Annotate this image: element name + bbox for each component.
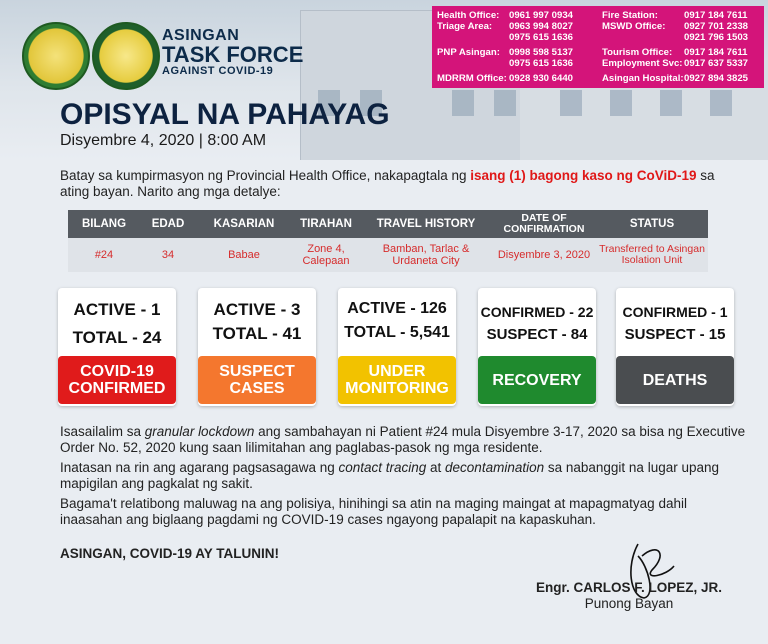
hotline-row xyxy=(437,58,595,69)
hotline-row xyxy=(602,32,768,43)
paragraph-text: Isasailalim sa xyxy=(60,424,145,439)
hotline-row xyxy=(602,21,768,32)
stat-line1: ACTIVE - 1 xyxy=(73,300,161,319)
stat-card-monitoring xyxy=(338,288,456,406)
emphasis-text: contact tracing xyxy=(338,460,427,475)
table-cell: Zone 4, Calepaan xyxy=(302,243,350,267)
stat-label: RECOVERY xyxy=(478,356,596,404)
stat-card-recovery xyxy=(478,288,596,406)
hotline-number: 0963 994 8027 xyxy=(509,21,574,32)
stat-line2: SUSPECT - 84 xyxy=(486,326,588,343)
hotline-panel xyxy=(432,6,764,88)
signatory-name: Engr. CARLOS F. LOPEZ, JR. xyxy=(535,580,723,595)
emphasis-text: granular lockdown xyxy=(144,424,255,439)
stat-line2: TOTAL - 5,541 xyxy=(344,324,450,341)
table-cell: Babae xyxy=(228,249,260,261)
hotline-number: 0921 796 1503 xyxy=(684,32,749,43)
hotline-row xyxy=(437,21,595,32)
paragraph-text: Bagama't relatibong maluwag na ang polisiya, hinihingi sa atin na maging maingat at mapagmatyag dahil inaasahan ang biglaang pagdami ng COVID-19 cases ngayong papalapit na kapaskuhan. xyxy=(60,496,687,527)
table-cell: Disyembre 3, 2020 xyxy=(497,249,591,261)
paragraph-text: at xyxy=(426,460,446,475)
column-header: TIRAHAN xyxy=(300,218,352,230)
stat-label: DEATHS xyxy=(616,356,734,404)
contact-tracing-paragraph xyxy=(60,460,750,492)
hotline-number: 0917 637 5337 xyxy=(684,58,749,69)
stat-line2: SUSPECT - 15 xyxy=(624,326,726,343)
signatory-title: Punong Bayan xyxy=(584,596,674,611)
hotline-column-left xyxy=(437,10,595,84)
hotline-number: 0975 615 1636 xyxy=(509,32,574,43)
column-header: DATE OF CONFIRMATION xyxy=(503,212,585,235)
hotline-label: Triage Area: xyxy=(437,21,493,32)
task-force-brand xyxy=(162,28,303,77)
column-header: BILANG xyxy=(81,218,127,230)
stat-line1: CONFIRMED - 1 xyxy=(622,304,728,320)
hotline-column-right xyxy=(602,10,768,84)
hotline-row xyxy=(602,73,768,84)
intro-text: Batay sa kumpirmasyon ng Provincial Health Office, nakapagtala ng xyxy=(60,168,471,183)
brand-line1: ASINGAN xyxy=(162,27,240,44)
hotline-label: Asingan Hospital: xyxy=(602,73,684,84)
stat-label: COVID-19 CONFIRMED xyxy=(58,356,176,404)
hotline-label: MDRRM Office: xyxy=(437,73,507,84)
building-window xyxy=(560,90,582,116)
hotline-label: Tourism Office: xyxy=(602,47,673,58)
stat-card-deaths xyxy=(616,288,734,406)
brand-line3: AGAINST COVID-19 xyxy=(162,65,274,77)
hotline-row xyxy=(437,32,595,43)
hotline-row xyxy=(602,10,768,21)
building-window xyxy=(452,90,474,116)
hotline-label: MSWD Office: xyxy=(602,21,666,32)
hotline-number: 0927 894 3825 xyxy=(684,73,749,84)
hotline-number: 0917 184 7611 xyxy=(684,47,748,58)
advisory-paragraph xyxy=(60,496,750,528)
brand-line2: TASK FORCE xyxy=(162,42,304,67)
table-cell: Bamban, Tarlac & Urdaneta City xyxy=(382,243,470,267)
municipal-seal-logo xyxy=(22,22,90,90)
hotline-number: 0961 997 0934 xyxy=(509,10,574,21)
hotline-number: 0917 184 7611 xyxy=(684,10,748,21)
announcement-date: Disyembre 4, 2020 | 8:00 AM xyxy=(60,132,267,149)
stat-line2: TOTAL - 41 xyxy=(212,324,302,343)
building-window xyxy=(660,90,682,116)
hotline-number: 0998 598 5137 xyxy=(509,47,574,58)
stat-label: UNDER MONITORING xyxy=(338,356,456,404)
intro-highlight: isang (1) bagong kaso ng CoViD-19 xyxy=(470,168,697,183)
hotline-label: PNP Asingan: xyxy=(437,47,500,58)
building-window xyxy=(494,90,516,116)
intro-paragraph xyxy=(60,168,740,200)
stat-line1: ACTIVE - 126 xyxy=(347,300,447,317)
hotline-label: Fire Station: xyxy=(602,10,658,21)
stat-card-suspect xyxy=(198,288,316,406)
table-cell: Transferred to Asingan Isolation Unit xyxy=(599,243,705,266)
hotline-number: 0928 930 6440 xyxy=(509,73,574,84)
case-details-table xyxy=(68,210,708,272)
table-cell: #24 xyxy=(94,249,114,261)
paragraph-text: sa nabanggit na lugar upang mapigilan ang pagkalat ng sakit. xyxy=(60,460,720,491)
hotline-row xyxy=(602,47,768,58)
stat-line1: CONFIRMED - 22 xyxy=(480,304,594,320)
table-cell: 34 xyxy=(161,249,175,261)
emphasis-text: decontamination xyxy=(445,460,545,475)
hotline-label: Health Office: xyxy=(437,10,500,21)
hotline-number: 0927 701 2338 xyxy=(684,21,749,32)
column-header: EDAD xyxy=(151,218,185,230)
slogan: ASINGAN, COVID-19 AY TALUNIN! xyxy=(60,546,280,561)
signatory-block xyxy=(524,580,734,612)
lockdown-paragraph xyxy=(60,424,750,456)
column-header: STATUS xyxy=(629,218,675,230)
stat-card-confirmed xyxy=(58,288,176,406)
paragraph-text: Inatasan na rin ang agarang pagsasagawa ng xyxy=(60,460,339,475)
health-office-seal-logo xyxy=(92,22,160,90)
intro-text: sa ating bayan. Narito ang mga detalye: xyxy=(60,168,715,199)
table-header xyxy=(68,210,708,238)
stat-line1: ACTIVE - 3 xyxy=(213,300,301,319)
hotline-row xyxy=(437,10,595,21)
stat-line2: TOTAL - 24 xyxy=(72,328,162,347)
hotline-label: Employment Svc: xyxy=(602,58,683,69)
hotline-row xyxy=(437,47,595,58)
hotline-row xyxy=(437,73,595,84)
page-title: OPISYAL NA PAHAYAG xyxy=(60,98,390,131)
stat-label: SUSPECT CASES xyxy=(198,356,316,404)
column-header: KASARIAN xyxy=(213,218,275,230)
hotline-number: 0975 615 1636 xyxy=(509,58,574,69)
hotline-row xyxy=(602,58,768,69)
building-window xyxy=(610,90,632,116)
column-header: TRAVEL HISTORY xyxy=(376,218,476,230)
building-window xyxy=(710,90,732,116)
table-row xyxy=(68,238,708,272)
paragraph-text: ang sambahayan ni Patient #24 mula Disyembre 3-17, 2020 sa bisa ng Executive Order No. 52, 2020 kung saan lilimitahan ang paglabas-pasok ng mga residente. xyxy=(60,424,746,455)
